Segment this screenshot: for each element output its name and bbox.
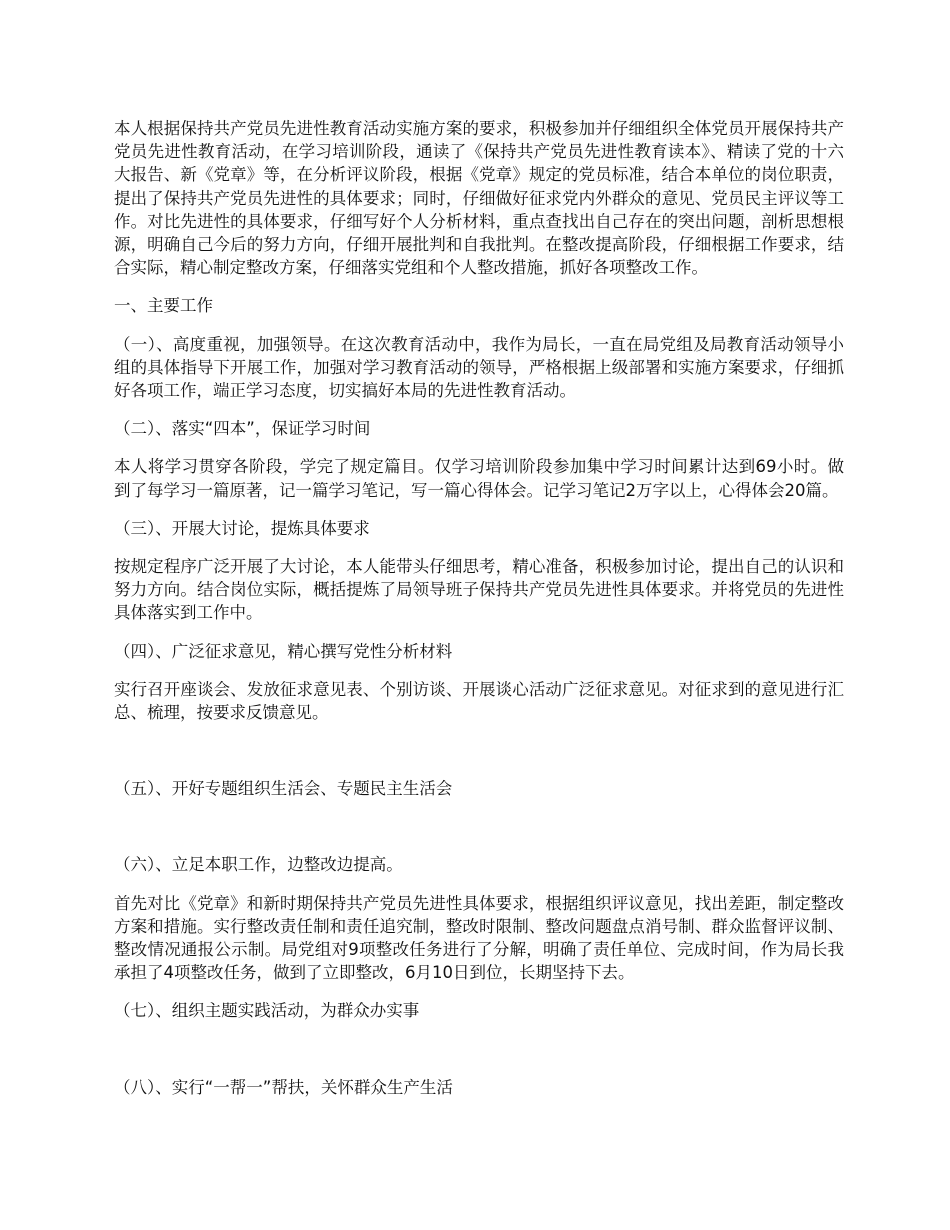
item-4-body: 实行召开座谈会、发放征求意见表、个别访谈、开展谈心活动广泛征求意见。对征求到的意见进行汇总、梳理，按要求反馈意见。 — [114, 679, 844, 723]
item-1-paragraph: （一）、高度重视，加强领导。在这次教育活动中，我作为局长，一直在局党组及局教育活动领导小组的具体指导下开展工作，加强对学习教育活动的领导，严格根据上级部署和实施方案要求，仔细抓好各项工作，端正学习态度，切实搞好本局的先进性教育活动。 — [114, 334, 844, 401]
item-6-body: 首先对比《党章》和新时期保持共产党员先进性具体要求，根据组织评议意见，找出差距，制定整改方案和措施。实行整改责任制和责任追究制，整改时限制、整改问题盘点消号制、群众监督评议制、整改情况通报公示制。局党组对9项整改任务进行了分解，明确了责任单位、完成时间，作为局长我承担了4项整改任务，做到了立即整改，6月10日到位，长期坚持下去。 — [114, 893, 844, 983]
intro-paragraph: 本人根据保持共产党员先进性教育活动实施方案的要求，积极参加并仔细组织全体党员开展保持共产党员先进性教育活动，在学习培训阶段，通读了《保持共产党员先进性教育读本》、精读了党的十六大报告、新《党章》等，在分析评议阶段，根据《党章》规定的党员标准，结合本单位的岗位职责，提出了保持共产党员先进性的具体要求；同时，仔细做好征求党内外群众的意见、党员民主评议等工作。对比先进性的具体要求，仔细写好个人分析材料，重点查找出自己存在的突出问题，剖析思想根源，明确自己今后的努力方向，仔细开展批判和自我批判。在整改提高阶段，仔细根据工作要求，结合实际，精心制定整改方案，仔细落实党组和个人整改措施，抓好各项整改工作。 — [114, 119, 844, 278]
document-page — [114, 117, 844, 1099]
item-3-body: 按规定程序广泛开展了大讨论，本人能带头仔细思考，精心准备，积极参加讨论，提出自己的认识和努力方向。结合岗位实际，概括提炼了局领导班子保持共产党员先进性具体要求。并将党员的先进性具体落实到工作中。 — [114, 557, 844, 623]
item-2-heading: （二）、落实“四本”，保证学习时间 — [114, 419, 371, 439]
item-4-heading: （四）、广泛征求意见，精心撰写党性分析材料 — [114, 641, 453, 661]
item-8-heading: （八）、实行“一帮一”帮扶，关怀群众生产生活 — [114, 1077, 453, 1097]
section-title: 一、主要工作 — [114, 296, 213, 316]
item-5-heading: （五）、开好专题组织生活会、专题民主生活会 — [114, 779, 453, 799]
item-2-body: 本人将学习贯穿各阶段，学完了规定篇目。仅学习培训阶段参加集中学习时间累计达到69小时。做到了每学习一篇原著，记一篇学习笔记，写一篇心得体会。记学习笔记2万字以上，心得体会20篇。 — [114, 457, 844, 500]
item-7-heading: （七）、组织主题实践活动，为群众办实事 — [114, 1001, 420, 1021]
item-3-heading: （三）、开展大讨论，提炼具体要求 — [114, 518, 370, 538]
item-6-heading: （六）、立足本职工作，边整改边提高。 — [114, 855, 403, 875]
